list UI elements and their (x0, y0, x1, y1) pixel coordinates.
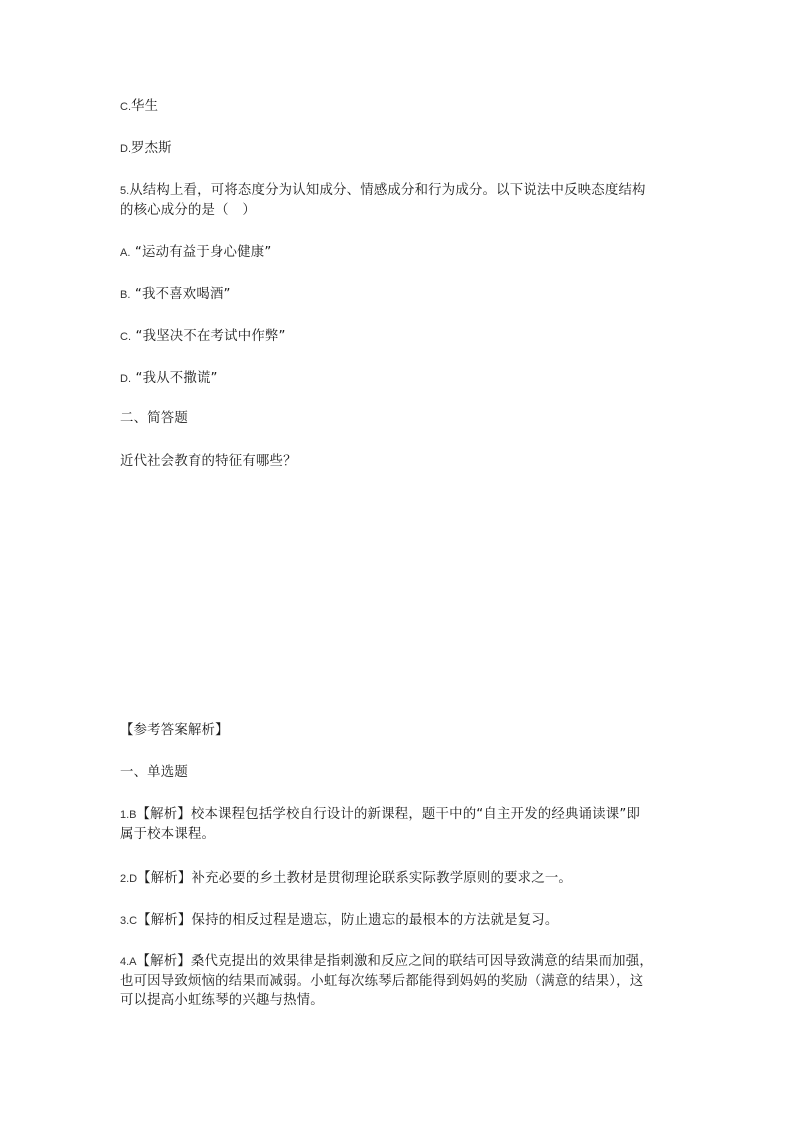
answer-text: 【解析】校本课程包括学校自行设计的新课程，题干中的“自主开发的经典诵读课”即 (136, 807, 641, 822)
stem-text: 从结构上看，可将态度分为认知成分、情感成分和行为成分。以下说法中反映态度结构 (129, 183, 646, 198)
answer-line (120, 911, 558, 931)
option-label: C. (120, 101, 131, 113)
question-number: 5. (120, 185, 130, 197)
answer-line: 属于校本课程。 (120, 827, 216, 842)
answer-key: 2.D (120, 873, 138, 885)
option-text: “我从不撒谎” (135, 371, 218, 386)
q5-option-b (120, 285, 231, 305)
option-text: 罗杰斯 (131, 141, 172, 156)
answer-text: 【解析】补充必要的乡土教材是贯彻理论联系实际教学原则的要求之一。 (137, 871, 573, 886)
q5-stem-line-1 (120, 181, 646, 201)
q5-option-c (120, 327, 286, 347)
option-label: D. (120, 143, 131, 155)
answers-section-heading: 一、单选题 (120, 765, 188, 780)
section-heading-short-answer: 二、简答题 (120, 411, 188, 426)
option-text: “我坚决不在考试中作弊” (135, 329, 286, 344)
option-label: A. (120, 247, 131, 259)
answers-heading: 【参考答案解析】 (120, 723, 229, 738)
q5-option-a (120, 243, 271, 263)
option-text: “运动有益于身心健康” (134, 245, 272, 260)
answer-line (120, 805, 640, 825)
q5-option-d (120, 369, 218, 389)
answer-key: 3.C (120, 915, 138, 927)
answer-line (120, 952, 653, 972)
answer-text: 【解析】保持的相反过程是遗忘，防止遗忘的最根本的方法就是复习。 (137, 913, 559, 928)
option-label: D. (120, 373, 131, 385)
short-answer-question: 近代社会教育的特征有哪些？ (120, 454, 297, 469)
option-label: B. (120, 289, 131, 301)
answer-key: 4.A (120, 956, 137, 968)
option-label: C. (120, 331, 131, 343)
q5-stem-line-2: 的核心成分的是（ ） (120, 203, 256, 218)
q4-option-c (120, 97, 158, 117)
q4-option-d (120, 139, 172, 159)
answer-line (120, 869, 572, 889)
option-text: “我不喜欢喝酒” (134, 287, 231, 302)
answer-line: 可以提高小虹练琴的兴趣与热情。 (120, 993, 324, 1008)
answer-line: 也可因导致烦恼的结果而减弱。小虹每次练琴后都能得到妈妈的奖励（满意的结果），这 (120, 974, 644, 989)
answer-key: 1.B (120, 809, 137, 821)
answer-text: 【解析】桑代克提出的效果律是指刺激和反应之间的联结可因导致满意的结果而加强， (136, 954, 653, 969)
option-text: 华生 (131, 99, 159, 114)
